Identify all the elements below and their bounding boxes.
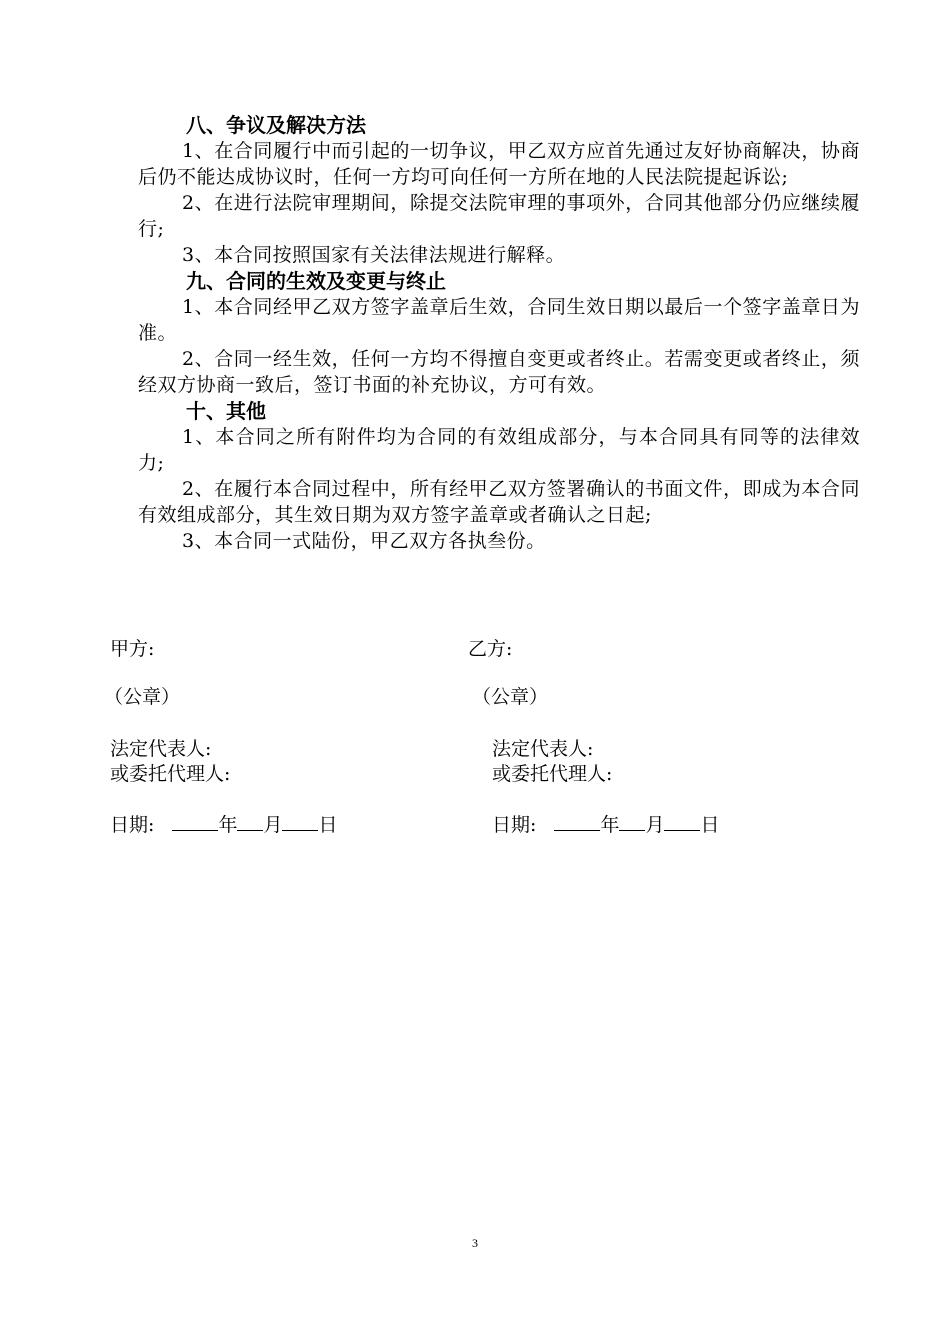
party-a-label: 甲方: — [110, 638, 155, 660]
page-number: 3 — [472, 1236, 478, 1250]
day-blank — [282, 810, 318, 831]
clause-paragraph: 1、本合同之所有附件均为合同的有效组成部分，与本合同具有同等的法律效力; — [138, 426, 860, 474]
clause-paragraph: 1、在合同履行中而引起的一切争议，甲乙双方应首先通过友好协商解决，协商后仍不能达成协议时，任何一方均可向任何一方所在地的人民法院提起诉讼; — [138, 140, 860, 188]
day-label: 日 — [318, 814, 338, 836]
party-b-seal: （公章） — [472, 686, 549, 708]
clause-paragraph: 2、合同一经生效，任何一方均不得擅自变更或者终止。若需变更或者终止，须经双方协商一致后，签订书面的补充协议，方可有效。 — [138, 348, 860, 396]
party-a-agent: 或委托代理人: — [110, 763, 231, 785]
clause-paragraph: 3、本合同一式陆份，甲乙双方各执叁份。 — [182, 530, 546, 552]
month-label: 月 — [645, 814, 665, 836]
party-a-seal: （公章） — [104, 686, 181, 708]
party-a-rep: 法定代表人: — [110, 738, 212, 760]
contract-body — [138, 112, 860, 554]
day-blank — [664, 810, 700, 831]
month-blank — [237, 810, 263, 831]
clause-paragraph: 2、在进行法院审理期间，除提交法院审理的事项外，合同其他部分仍应继续履行; — [138, 192, 860, 240]
section-heading: 八、争议及解决方法 — [186, 113, 366, 137]
section-heading: 九、合同的生效及变更与终止 — [186, 269, 446, 293]
year-blank — [172, 810, 218, 831]
month-blank — [619, 810, 645, 831]
party-b-date — [492, 810, 720, 838]
section-heading: 十、其他 — [186, 399, 266, 423]
party-a-date — [110, 810, 338, 838]
party-b-agent: 或委托代理人: — [492, 763, 613, 785]
year-blank — [554, 810, 600, 831]
party-b-label: 乙方: — [468, 638, 513, 660]
month-label: 月 — [263, 814, 283, 836]
date-label: 日期: — [110, 814, 155, 836]
clause-paragraph: 3、本合同按照国家有关法律法规进行解释。 — [182, 244, 566, 266]
clause-paragraph: 2、在履行本合同过程中，所有经甲乙双方签署确认的书面文件，即成为本合同有效组成部分，其生效日期为双方签字盖章或者确认之日起; — [138, 478, 860, 526]
party-b-rep: 法定代表人: — [492, 738, 594, 760]
day-label: 日 — [700, 814, 720, 836]
year-label: 年 — [600, 814, 620, 836]
year-label: 年 — [218, 814, 238, 836]
date-label: 日期: — [492, 814, 537, 836]
clause-paragraph: 1、本合同经甲乙双方签字盖章后生效，合同生效日期以最后一个签字盖章日为准。 — [138, 296, 860, 344]
